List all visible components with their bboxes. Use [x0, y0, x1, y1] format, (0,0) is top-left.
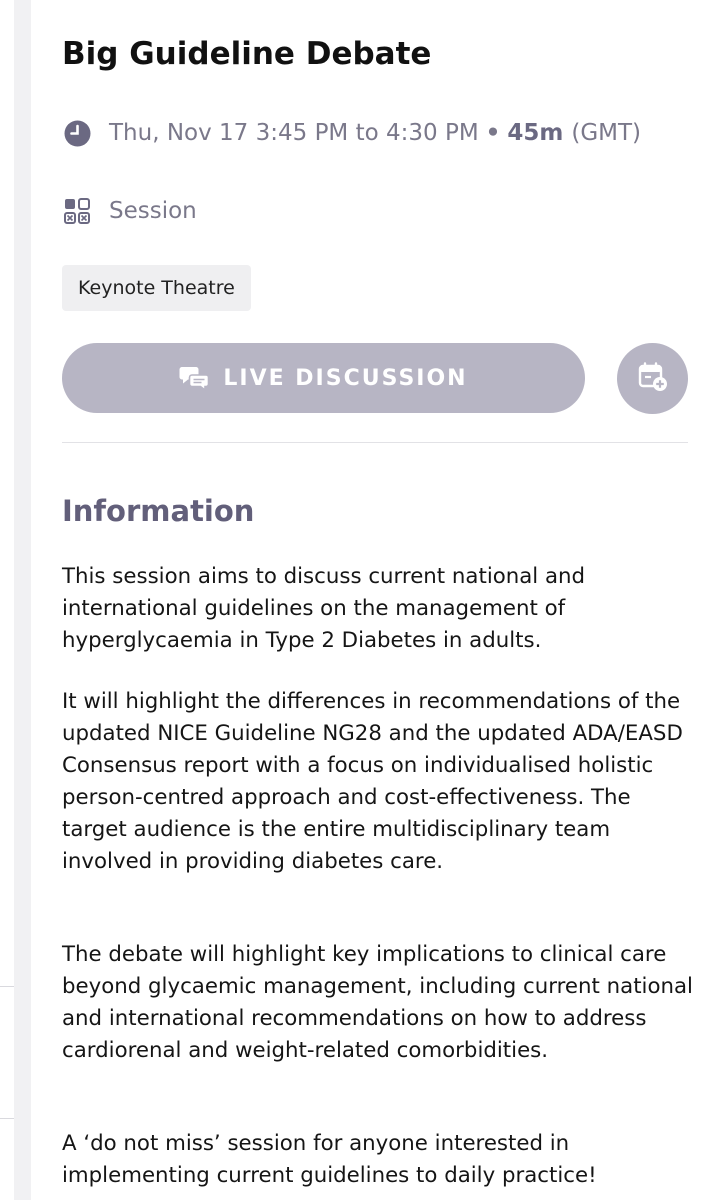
session-type-label: Session [109, 198, 197, 224]
description-paragraph: It will highlight the differences in recommendations of the updated NICE Guideline NG28 and the updated ADA/EASD Consensus report with a focus on individualised holistic person-centred approach and cost-effectiveness. The target audience is the entire multidisciplinary team involved in providing diabetes care. [62, 689, 683, 874]
session-time-row [62, 118, 641, 148]
add-to-calendar-button[interactable] [617, 343, 688, 414]
session-timezone: (GMT) [571, 120, 642, 146]
session-type-row [62, 196, 197, 226]
live-discussion-button[interactable] [62, 343, 585, 413]
clock-icon [62, 118, 92, 148]
divider [0, 986, 14, 987]
section-divider [62, 442, 688, 443]
background-panel [0, 0, 14, 1200]
live-discussion-label: LIVE DISCUSSION [223, 365, 468, 391]
calendar-add-icon [638, 362, 668, 396]
chat-bubbles-icon [179, 365, 209, 391]
session-type-icon [62, 196, 92, 226]
description-paragraph: A ‘do not miss’ session for anyone interested in implementing current guidelines to daily practice! [62, 1131, 597, 1188]
separator-dot: • [485, 120, 501, 146]
session-duration: 45m [507, 120, 564, 146]
location-tag[interactable]: Keynote Theatre [62, 265, 251, 311]
session-detail-card [31, 0, 725, 1200]
description-paragraph: This session aims to discuss current national and international guidelines on the management of hyperglycaemia in Type 2 Diabetes in adults. [62, 564, 586, 653]
information-heading: Information [62, 494, 255, 528]
session-title: Big Guideline Debate [62, 36, 432, 72]
session-datetime: Thu, Nov 17 3:45 PM to 4:30 PM [109, 120, 479, 146]
divider [0, 1118, 14, 1119]
description-paragraph: The debate will highlight key implications to clinical care beyond glycaemic management, including current national and international recommendations on how to address cardiorenal and weight-related comorbidities. [62, 942, 693, 1063]
